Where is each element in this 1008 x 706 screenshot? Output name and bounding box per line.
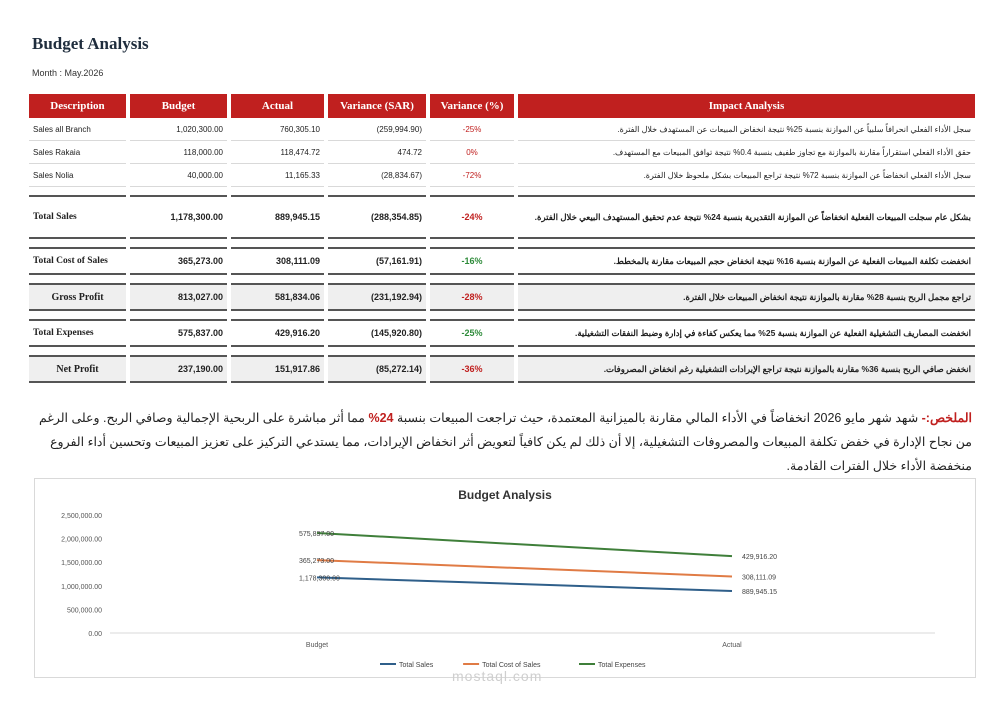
- total-row: [29, 195, 975, 239]
- total-description: Total Cost of Sales: [29, 247, 126, 275]
- x-tick-label: Actual: [722, 642, 742, 649]
- row-actual: 118,474.72: [231, 141, 324, 164]
- legend-label: Total Expenses: [598, 662, 646, 669]
- total-actual: 581,834.06: [231, 283, 324, 311]
- data-label: 1,178,300.00: [299, 575, 340, 583]
- total-description: Net Profit: [29, 355, 126, 383]
- y-tick-label: 1,000,000.00: [61, 583, 102, 591]
- summary-pct: 24%: [368, 411, 394, 425]
- data-label: 308,111.09: [742, 574, 776, 582]
- total-row: [29, 247, 975, 275]
- summary-text-b: مما أثر مباشرة على الربحية الإجمالية وصافي الربح. وعلى الرغم من نجاح الإدارة في خفض تكلفة المبيعات والمصروفات التشغيلية، إلا أن ذلك لم يكن كافياً لتعويض أثر انخفاض الإيرادات، مما يستدعي التركيز على تعزيز المبيعات وتحسين أداء الفروع منخفضة الأداء خلال الفترات القادمة.: [38, 411, 972, 473]
- total-variance-sar: (57,161.91): [328, 247, 426, 275]
- row-actual: 760,305.10: [231, 118, 324, 141]
- row-variance-sar: (28,834.67): [328, 164, 426, 187]
- table-row: [29, 118, 975, 141]
- row-budget: 1,020,300.00: [130, 118, 227, 141]
- total-impact: انخفض صافي الربح بنسبة 36% مقارنة بالموازنة نتيجة تراجع الإيرادات التشغيلية رغم انخفاض المصروفات.: [518, 355, 975, 383]
- header-actual: Actual: [231, 94, 324, 118]
- y-tick-label: 1,500,000.00: [61, 560, 102, 568]
- total-description: Total Sales: [29, 195, 126, 239]
- watermark: mostaql.com: [452, 668, 543, 684]
- row-description: Sales Nolia: [29, 164, 126, 187]
- total-variance-pct: -24%: [430, 195, 514, 239]
- total-actual: 429,916.20: [231, 319, 324, 347]
- total-variance-pct: -36%: [430, 355, 514, 383]
- row-impact: سجل الأداء الفعلي انحرافاً سلبياً عن الموازنة بنسبة 25% نتيجة انخفاض المبيعات عن المستهدف خلال الفترة.: [518, 118, 975, 141]
- total-row: [29, 319, 975, 347]
- summary-label: الملخص:-: [921, 411, 972, 425]
- total-row: [29, 283, 975, 311]
- total-description: Gross Profit: [29, 283, 126, 311]
- row-variance-sar: 474.72: [328, 141, 426, 164]
- series-line: [317, 533, 732, 556]
- row-impact: سجل الأداء الفعلي انخفاضاً عن الموازنة بنسبة 72% نتيجة تراجع المبيعات بشكل ملحوظ خلال الفترة.: [518, 164, 975, 187]
- total-variance-pct: -16%: [430, 247, 514, 275]
- summary-text-a: شهد شهر مايو 2026 انخفاضاً في الأداء المالي مقارنة بالميزانية المعتمدة، حيث تراجعت المبيعات بنسبة: [393, 411, 922, 425]
- total-variance-sar: (85,272.14): [328, 355, 426, 383]
- row-description: Sales all Branch: [29, 118, 126, 141]
- total-variance-pct: -28%: [430, 283, 514, 311]
- page-title: Budget Analysis: [32, 34, 149, 53]
- total-budget: 1,178,300.00: [130, 195, 227, 239]
- total-impact: تراجع مجمل الربح بنسبة 28% مقارنة بالموازنة نتيجة انخفاض المبيعات خلال الفترة.: [518, 283, 975, 311]
- total-variance-pct: -25%: [430, 319, 514, 347]
- row-impact: حقق الأداء الفعلي استقراراً مقارنة بالموازنة مع تجاوز طفيف بنسبة 0.4% نتيجة توافق المبيعات مع المستهدف.: [518, 141, 975, 164]
- row-variance-pct: -25%: [430, 118, 514, 141]
- total-actual: 889,945.15: [231, 195, 324, 239]
- header-budget: Budget: [130, 94, 227, 118]
- data-label: 575,837.00: [299, 530, 335, 538]
- y-tick-label: 2,500,000.00: [61, 513, 102, 520]
- y-tick-label: 2,000,000.00: [61, 536, 102, 544]
- total-actual: 151,917.86: [231, 355, 324, 383]
- y-tick-label: 500,000.00: [66, 607, 102, 615]
- header-impact: Impact Analysis: [518, 94, 975, 118]
- x-tick-label: Budget: [305, 642, 329, 649]
- row-description: Sales Rakaia: [29, 141, 126, 164]
- row-budget: 118,000.00: [130, 141, 227, 164]
- header-variance-pct: Variance (%): [430, 94, 514, 118]
- row-budget: 40,000.00: [130, 164, 227, 187]
- total-budget: 237,190.00: [130, 355, 227, 383]
- series-line: [317, 560, 732, 576]
- total-budget: 365,273.00: [130, 247, 227, 275]
- total-variance-sar: (145,920.80): [328, 319, 426, 347]
- total-budget: 575,837.00: [130, 319, 227, 347]
- month-label: Month : May.2026: [32, 68, 104, 78]
- data-label: 429,916.20: [742, 554, 778, 562]
- total-budget: 813,027.00: [130, 283, 227, 311]
- series-line: [317, 577, 732, 591]
- total-description: Total Expenses: [29, 319, 126, 347]
- total-impact: بشكل عام سجلت المبيعات الفعلية انخفاضاً عن الموازنة التقديرية بنسبة 24% نتيجة عدم تحقيق المستهدف البيعي خلال الفترة.: [518, 195, 975, 239]
- total-variance-sar: (231,192.94): [328, 283, 426, 311]
- data-label: 365,273.00: [299, 558, 335, 566]
- total-row: [29, 355, 975, 383]
- header-description: Description: [29, 94, 126, 118]
- total-actual: 308,111.09: [231, 247, 324, 275]
- data-label: 889,945.15: [742, 588, 778, 596]
- chart-title: Budget Analysis: [458, 488, 552, 502]
- table-row: [29, 164, 975, 187]
- total-impact: انخفضت تكلفة المبيعات الفعلية عن الموازنة بنسبة 16% نتيجة انخفاض حجم المبيعات مقارنة بالمخطط.: [518, 247, 975, 275]
- budget-chart: [34, 478, 976, 678]
- row-variance-pct: -72%: [430, 164, 514, 187]
- y-tick-label: 0.00: [88, 631, 102, 638]
- legend-label: Total Sales: [399, 662, 434, 669]
- header-variance-sar: Variance (SAR): [328, 94, 426, 118]
- row-variance-sar: (259,994.90): [328, 118, 426, 141]
- table-row: [29, 141, 975, 164]
- row-variance-pct: 0%: [430, 141, 514, 164]
- total-impact: انخفضت المصاريف التشغيلية الفعلية عن الموازنة بنسبة 25% مما يعكس كفاءة في إدارة وضبط النفقات التشغيلية.: [518, 319, 975, 347]
- row-actual: 11,165.33: [231, 164, 324, 187]
- table-header: [29, 94, 975, 118]
- legend-label: Total Cost of Sales: [482, 662, 541, 669]
- chart-svg: [35, 479, 975, 677]
- total-variance-sar: (288,354.85): [328, 195, 426, 239]
- budget-table: [25, 94, 979, 383]
- summary-paragraph: [32, 406, 972, 478]
